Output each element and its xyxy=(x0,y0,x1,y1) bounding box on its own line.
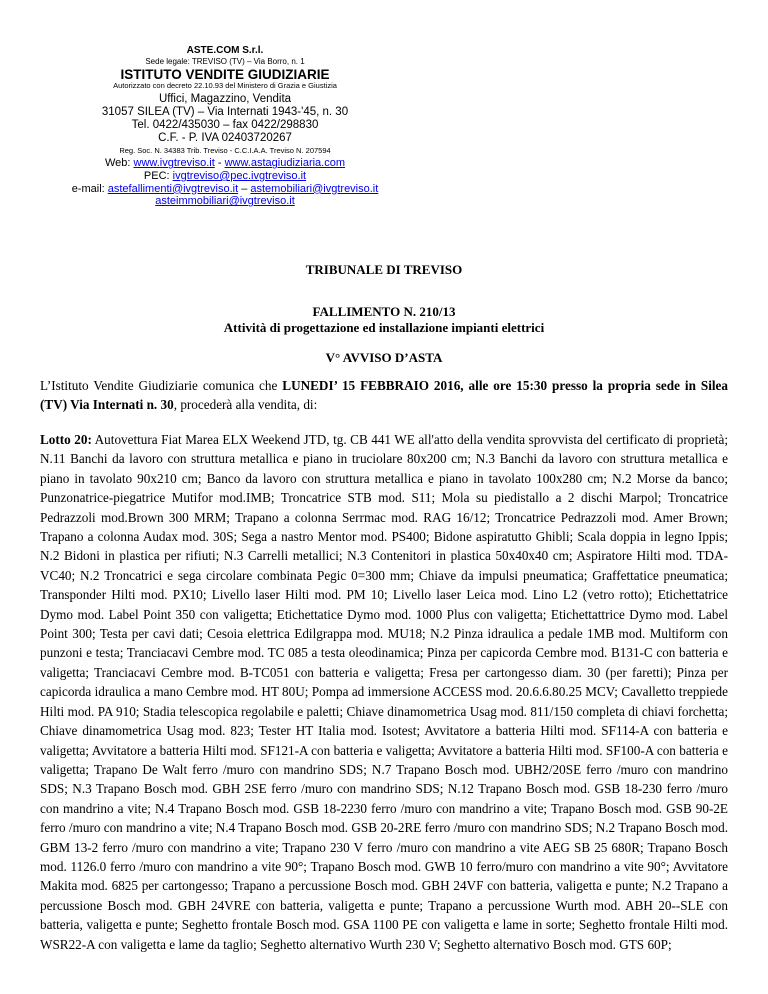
intro-text: L’Istituto Vendite Giudiziarie comunica che xyxy=(40,378,283,393)
lot-description: Autovettura Fiat Marea ELX Weekend JTD, tg. CB 441 WE all'atto della vendita sprovvista del certificato di proprietà; N.11 Banchi da lavoro con struttura metallica e piano in truciolare 80x200 cm; N.3 Banchi da lavoro con struttura metallica e piano in tavolato 90x210 cm; Banco da lavoro con struttura metallica e piano in tavolato 100x280 cm; N.2 Morse da banco; Punzonatrice-piegatrice Mutifor mod.IMB; Troncatrice STB mod. S11; Mola su piedistallo a 2 dischi Marpol; Troncatrice Pedrazzoli mod.Brown 300 MRM; Trapano a colonna Serrmac mod. RAG 16/12; Troncatrice Pedrazzoli mod. Amer Brown; Trapano a colonna Audax mod. 30S; Sega a nastro Mentor mod. PS400; Bidone aspiratutto Ghibli; Scala doppia in legno Ippis; N.2 Bidoni in plastica per rifiuti; N.3 Carrelli metallici; N.3 Contenitori in plastica 50x40x40 cm; Aspiratore Hilti mod. TDA-VC40; N.2 Troncatrici e sega circolare combinata Pegic 0=300 mm; Chiave da impulsi pneumatica; Graffettatice pneumatica; Transponder Hilti mod. PX10; Livello laser Hilti mod. PM 10; Livello laser Leica mod. Lino L2 (vetro rotto); Etichettatrice Dymo mod. Label Point 350 con valigetta; Etichettatice Dymo mod. 1000 Plus con valigetta; Etichettattrice Dymo mod. Label Point 300; Testa per cavi dati; Cesoia elettrica Edilgrappa mod. MU18; N.2 Pinza idraulica a pedale 1MB mod. Multiform con punzoni e testa; Tranciacavi Cembre mod. TC 085 a testa oleodinamica; Pinza per capicorda Cembre mod. B131-C con batteria e valigetta; Tranciacavi Cembre mod. B-TC051 con batteria e valigetta; Fresa per cartongesso diam. 30 (per faretti); Pinza per capicorda idraulica a mano Cembre mod. HT 80U; Pompa ad immersione ACCESS mod. 20.6.6.80.25 MCV; Cavalletto treppiede Hilti mod. PA 910; Stadia telescopica regolabile e paletti; Chiave dinamometrica Usag mod. 811/150 completa di chiavi forchetta; Chiave dinamometrica Usag mod. 823; Tester HT Italia mod. Isotest; Avvitatore a batteria Hilti mod. SF114-A con batteria e valigetta; Avvitatore a batteria Hilti mod. SF121-A con batteria e valigetta; Avvitatore a batteria Hilti mod. SF100-A con batteria e valigetta; Trapano De Walt ferro /muro con mandrino SDS; N.7 Trapano Bosch mod. UBH2/20SE ferro /muro con mandrino SDS; N.3 Trapano Bosch mod. GBH 2SE ferro /muro con mandrino SDS; N.12 Trapano Bosch mod. GSB 18-230 ferro /muro con mandrino a vite; N.4 Trapano Bosch mod. GSB 18-2230 ferro /muro con mandrino a vite; Trapano Bosch mod. GSB 90-2E ferro /muro con mandrino a vite; N.4 Trapano Bosch mod. GSB 20-2RE ferro /muro con mandrino SDS; N.2 Trapano Bosch mod. GBM 13-2 ferro /muro con mandrino a vite; Trapano 230 V ferro /muro con mandrino a vite AEG SB 25 680R; Trapano Bosch mod. 1126.0 ferro /muro con mandrino a vite 90°; Trapano Bosch mod. GWB 10 ferro/muro con mandrino a vite 90°; Avvitatore Makita mod. 6825 per cartongesso; Trapano a percussione Bosch mod. GBH 24VF con batteria, valigetta e punte; N.2 Trapano a percussione Bosch mod. GBH 24VRE con batteria, valigetta e punte; Trapano a percussione Wurth mod. ABH 20--SLE con batteria, valigetta e punte; Seghetto frontale Bosch mod. GSA 1100 PE con valigetta e lame in sorte; Seghetto frontale Hilti mod. WSR22-A con valigetta e lame da taglio; Seghetto alternativo Wurth 230 V; Seghetto alternativo Bosch mod. GTS 60P; xyxy=(40,432,728,952)
letterhead xyxy=(40,45,410,208)
email-separator: – xyxy=(238,182,251,195)
notice-title: V° AVVISO D’ASTA xyxy=(325,350,443,365)
email-link-astemobiliari[interactable]: astemobiliari@ivgtreviso.it xyxy=(250,182,379,195)
web-link-ivgtreviso[interactable]: www.ivgtreviso.it xyxy=(133,157,215,170)
phone-line: Tel. 0422/435030 – fax 0422/298830 xyxy=(131,119,319,132)
address-line: 31057 SILEA (TV) – Via Internati 1943-'45, n. 30 xyxy=(101,106,349,119)
tax-line: C.F. - P. IVA 02403720267 xyxy=(158,132,292,145)
pec-line xyxy=(40,170,410,183)
email-link-asteimmobiliari[interactable]: asteimmobiliari@ivgtreviso.it xyxy=(155,195,295,208)
auction-date-place: LUNEDI’ 15 FEBBRAIO 2016, alle ore 15:30 presso la propria sede in Silea (TV) Via Internati n. 30 xyxy=(40,378,728,413)
web-label: Web: xyxy=(104,157,134,170)
intro-text-end: , procederà alla vendita, di: xyxy=(173,397,318,413)
offices-line: Uffici, Magazzino, Vendita xyxy=(158,92,292,105)
email-line xyxy=(40,183,410,196)
registry-line: Reg. Soc. N. 34383 Trib. Treviso - C.C.I.A.A. Treviso N. 207594 xyxy=(119,145,331,155)
legal-seat: Sede legale: TREVISO (TV) – Via Borro, n. 1 xyxy=(145,56,305,66)
intro-paragraph xyxy=(40,376,728,415)
web-link-astagiudiziaria[interactable]: www.astagiudiziaria.com xyxy=(224,157,346,170)
court-title: TRIBUNALE DI TREVISO xyxy=(305,262,463,277)
company-name: ASTE.COM S.r.l. xyxy=(186,45,264,56)
email-label: e-mail: xyxy=(71,182,108,195)
email-line-2 xyxy=(40,195,410,208)
case-number: FALLIMENTO N. 210/13 xyxy=(312,304,456,319)
lot-paragraph xyxy=(40,430,728,954)
institute-name: ISTITUTO VENDITE GIUDIZIARIE xyxy=(120,66,330,82)
pec-label: PEC: xyxy=(143,169,173,182)
email-link-astefallimenti[interactable]: astefallimenti@ivgtreviso.it xyxy=(107,182,239,195)
web-separator: - xyxy=(214,157,225,170)
pec-link[interactable]: ivgtreviso@pec.ivgtreviso.it xyxy=(172,169,307,182)
web-line xyxy=(40,157,410,170)
lot-label: Lotto 20: xyxy=(40,432,92,447)
authorization-line: Autorizzato con decreto 22.10.93 del Ministero di Grazia e Giustizia xyxy=(113,81,337,91)
activity-subtitle: Attività di progettazione ed installazione impianti elettrici xyxy=(223,320,545,335)
